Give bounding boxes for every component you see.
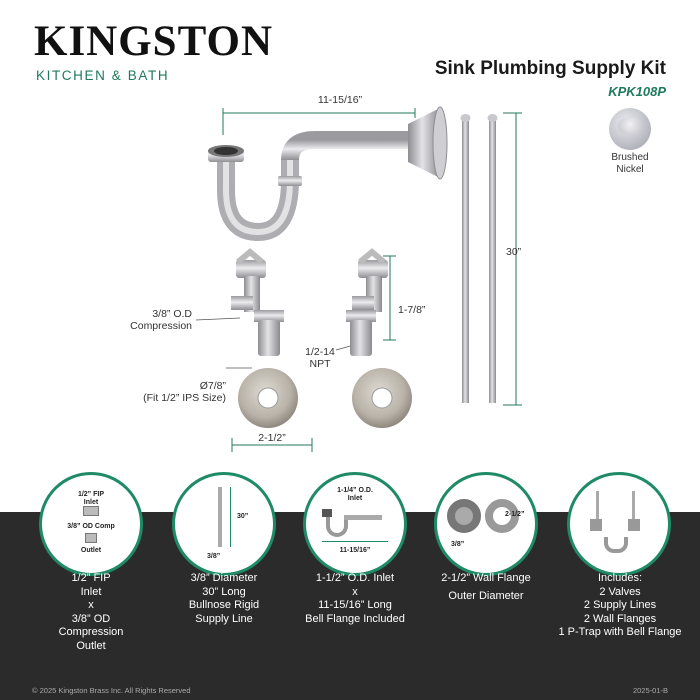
document-code: 2025-01-B	[632, 686, 668, 695]
valve-right	[346, 252, 388, 356]
dim-flange-dia-label: Ø7/8” (Fit 1/2” IPS Size)	[143, 380, 226, 404]
brand-subtitle: KITCHEN & BATH	[36, 68, 170, 83]
dim-width-label: 11-15/16”	[317, 94, 363, 106]
brand-name: KINGSTON	[34, 18, 273, 65]
copyright-text: © 2025 Kingston Brass Inc. All Rights Reserved	[32, 686, 191, 695]
feature-circle-flange: 2-1/2” 3/8”	[434, 472, 538, 576]
dim-npt-label: 1/2-14 NPT	[305, 346, 335, 370]
model-number: KPK108P	[608, 84, 666, 99]
feature-text-p-trap: 1-1/2” O.D. Inlet x 11-15/16” Long Bell Flange Included	[305, 572, 405, 625]
p-trap	[208, 107, 447, 232]
page-title: Sink Plumbing Supply Kit	[434, 58, 666, 79]
feature-text-valve: 1/2” FIP Inlet x 3/8” OD Compression Outlet	[58, 572, 124, 652]
supply-lines	[461, 114, 498, 403]
feature-circle-p-trap: 1-1/4” O.D. Inlet 11-15/16”	[303, 472, 407, 576]
finish-label: Brushed Nickel	[611, 152, 649, 175]
wall-flanges	[238, 368, 412, 428]
feature-text-supply-line: 3/8” Diameter 30” Long Bullnose Rigid Supply Line	[188, 572, 260, 625]
feature-text-includes: Includes: 2 Valves 2 Supply Lines 2 Wall Flanges 1 P-Trap with Bell Flange	[558, 572, 682, 638]
dim-height-label: 30”	[506, 246, 522, 258]
feature-circle-includes	[567, 472, 671, 576]
feature-circle-valve: 1/2” FIP Inlet 3/8” OD Comp Outlet	[39, 472, 143, 576]
dim-flange-width-label: 2-1/2”	[258, 432, 286, 444]
dim-valve-label: 1-7/8”	[398, 304, 426, 316]
feature-text-flange: 2-1/2” Wall Flange Outer Diameter	[441, 572, 531, 602]
valve-left	[231, 252, 284, 356]
dim-compression-label: 3/8” O.D Compression	[130, 308, 192, 332]
feature-circle-supply-line: 30” 3/8”	[172, 472, 276, 576]
